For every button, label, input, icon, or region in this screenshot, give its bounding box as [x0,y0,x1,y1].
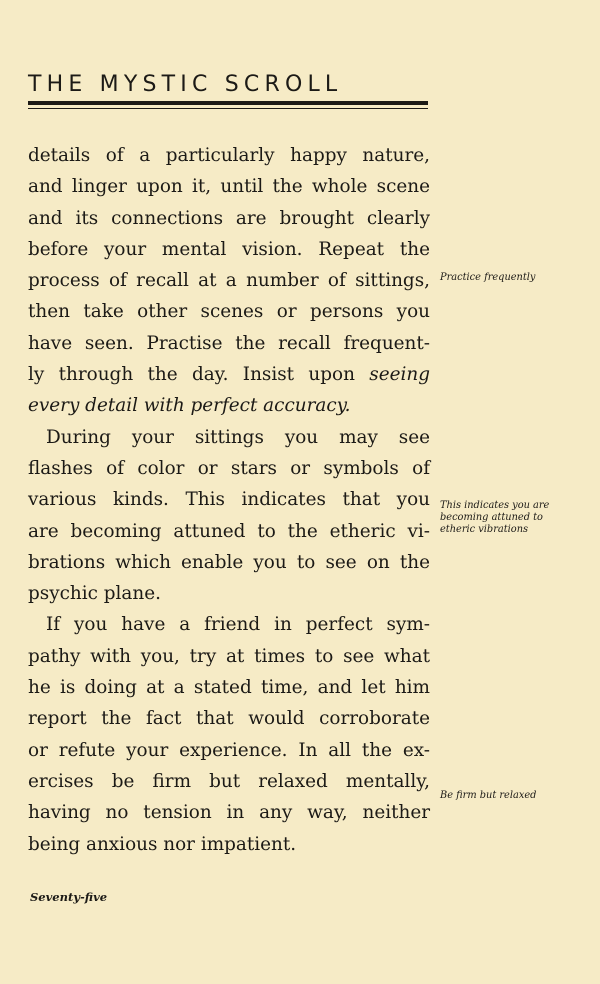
body-text [28,140,430,860]
text-line: psychic plane. [28,583,161,605]
paragraph-3 [28,609,430,859]
text-line: pathy with you, try at times to see what [28,645,430,667]
side-note-line: etheric vibrations [440,524,529,535]
running-head: THE MYSTIC SCROLL [28,72,343,97]
text-line: and linger upon it, until the whole scene [28,176,430,198]
text-line: have seen. Practise the recall frequent- [28,332,430,354]
text-segment: ly through the day. Insist upon [28,364,355,386]
text-line: then take other scenes or persons you [28,301,430,323]
side-note-practice: Practice frequently [440,272,536,283]
text-line: process of recall at a number of sittings, [28,270,430,292]
page-number: Seventy-five [30,890,108,904]
text-line: report the fact that would corroborate [28,708,430,730]
text-line: before your mental vision. Repeat the [28,238,430,260]
side-note-line: This indicates you are [440,500,550,511]
text-line: and its connections are brought clearly [28,207,430,229]
emphasis-text: seeing [369,364,430,386]
text-line: ercises be firm but relaxed mentally, [28,770,430,792]
emphasis-line: every detail with perfect accuracy. [28,395,351,417]
text-line: details of a particularly happy nature, [28,145,430,166]
text-line [28,359,430,390]
side-note-attuned [440,500,549,536]
text-line: brations which enable you to see on the [28,551,430,573]
text-line: having no tension in any way, neither [28,802,430,824]
paragraph-1 [28,140,430,422]
header-rule-thin [28,108,428,109]
text-line: During your sittings you may see [46,426,430,448]
text-line: flashes of color or stars or symbols of [28,457,430,479]
text-line: being anxious nor impatient. [28,833,297,855]
text-line: various kinds. This indicates that you [28,489,430,511]
text-line: he is doing at a stated time, and let him [28,677,430,699]
side-note-line: becoming attuned to [440,512,543,523]
text-line: If you have a friend in perfect sym- [46,614,430,636]
header-rule-thick [28,101,428,105]
side-note-firm: Be firm but relaxed [440,790,537,801]
paragraph-2 [28,422,430,610]
text-line: or refute your experience. In all the ex- [28,739,430,761]
text-line: are becoming attuned to the etheric vi- [28,520,430,542]
